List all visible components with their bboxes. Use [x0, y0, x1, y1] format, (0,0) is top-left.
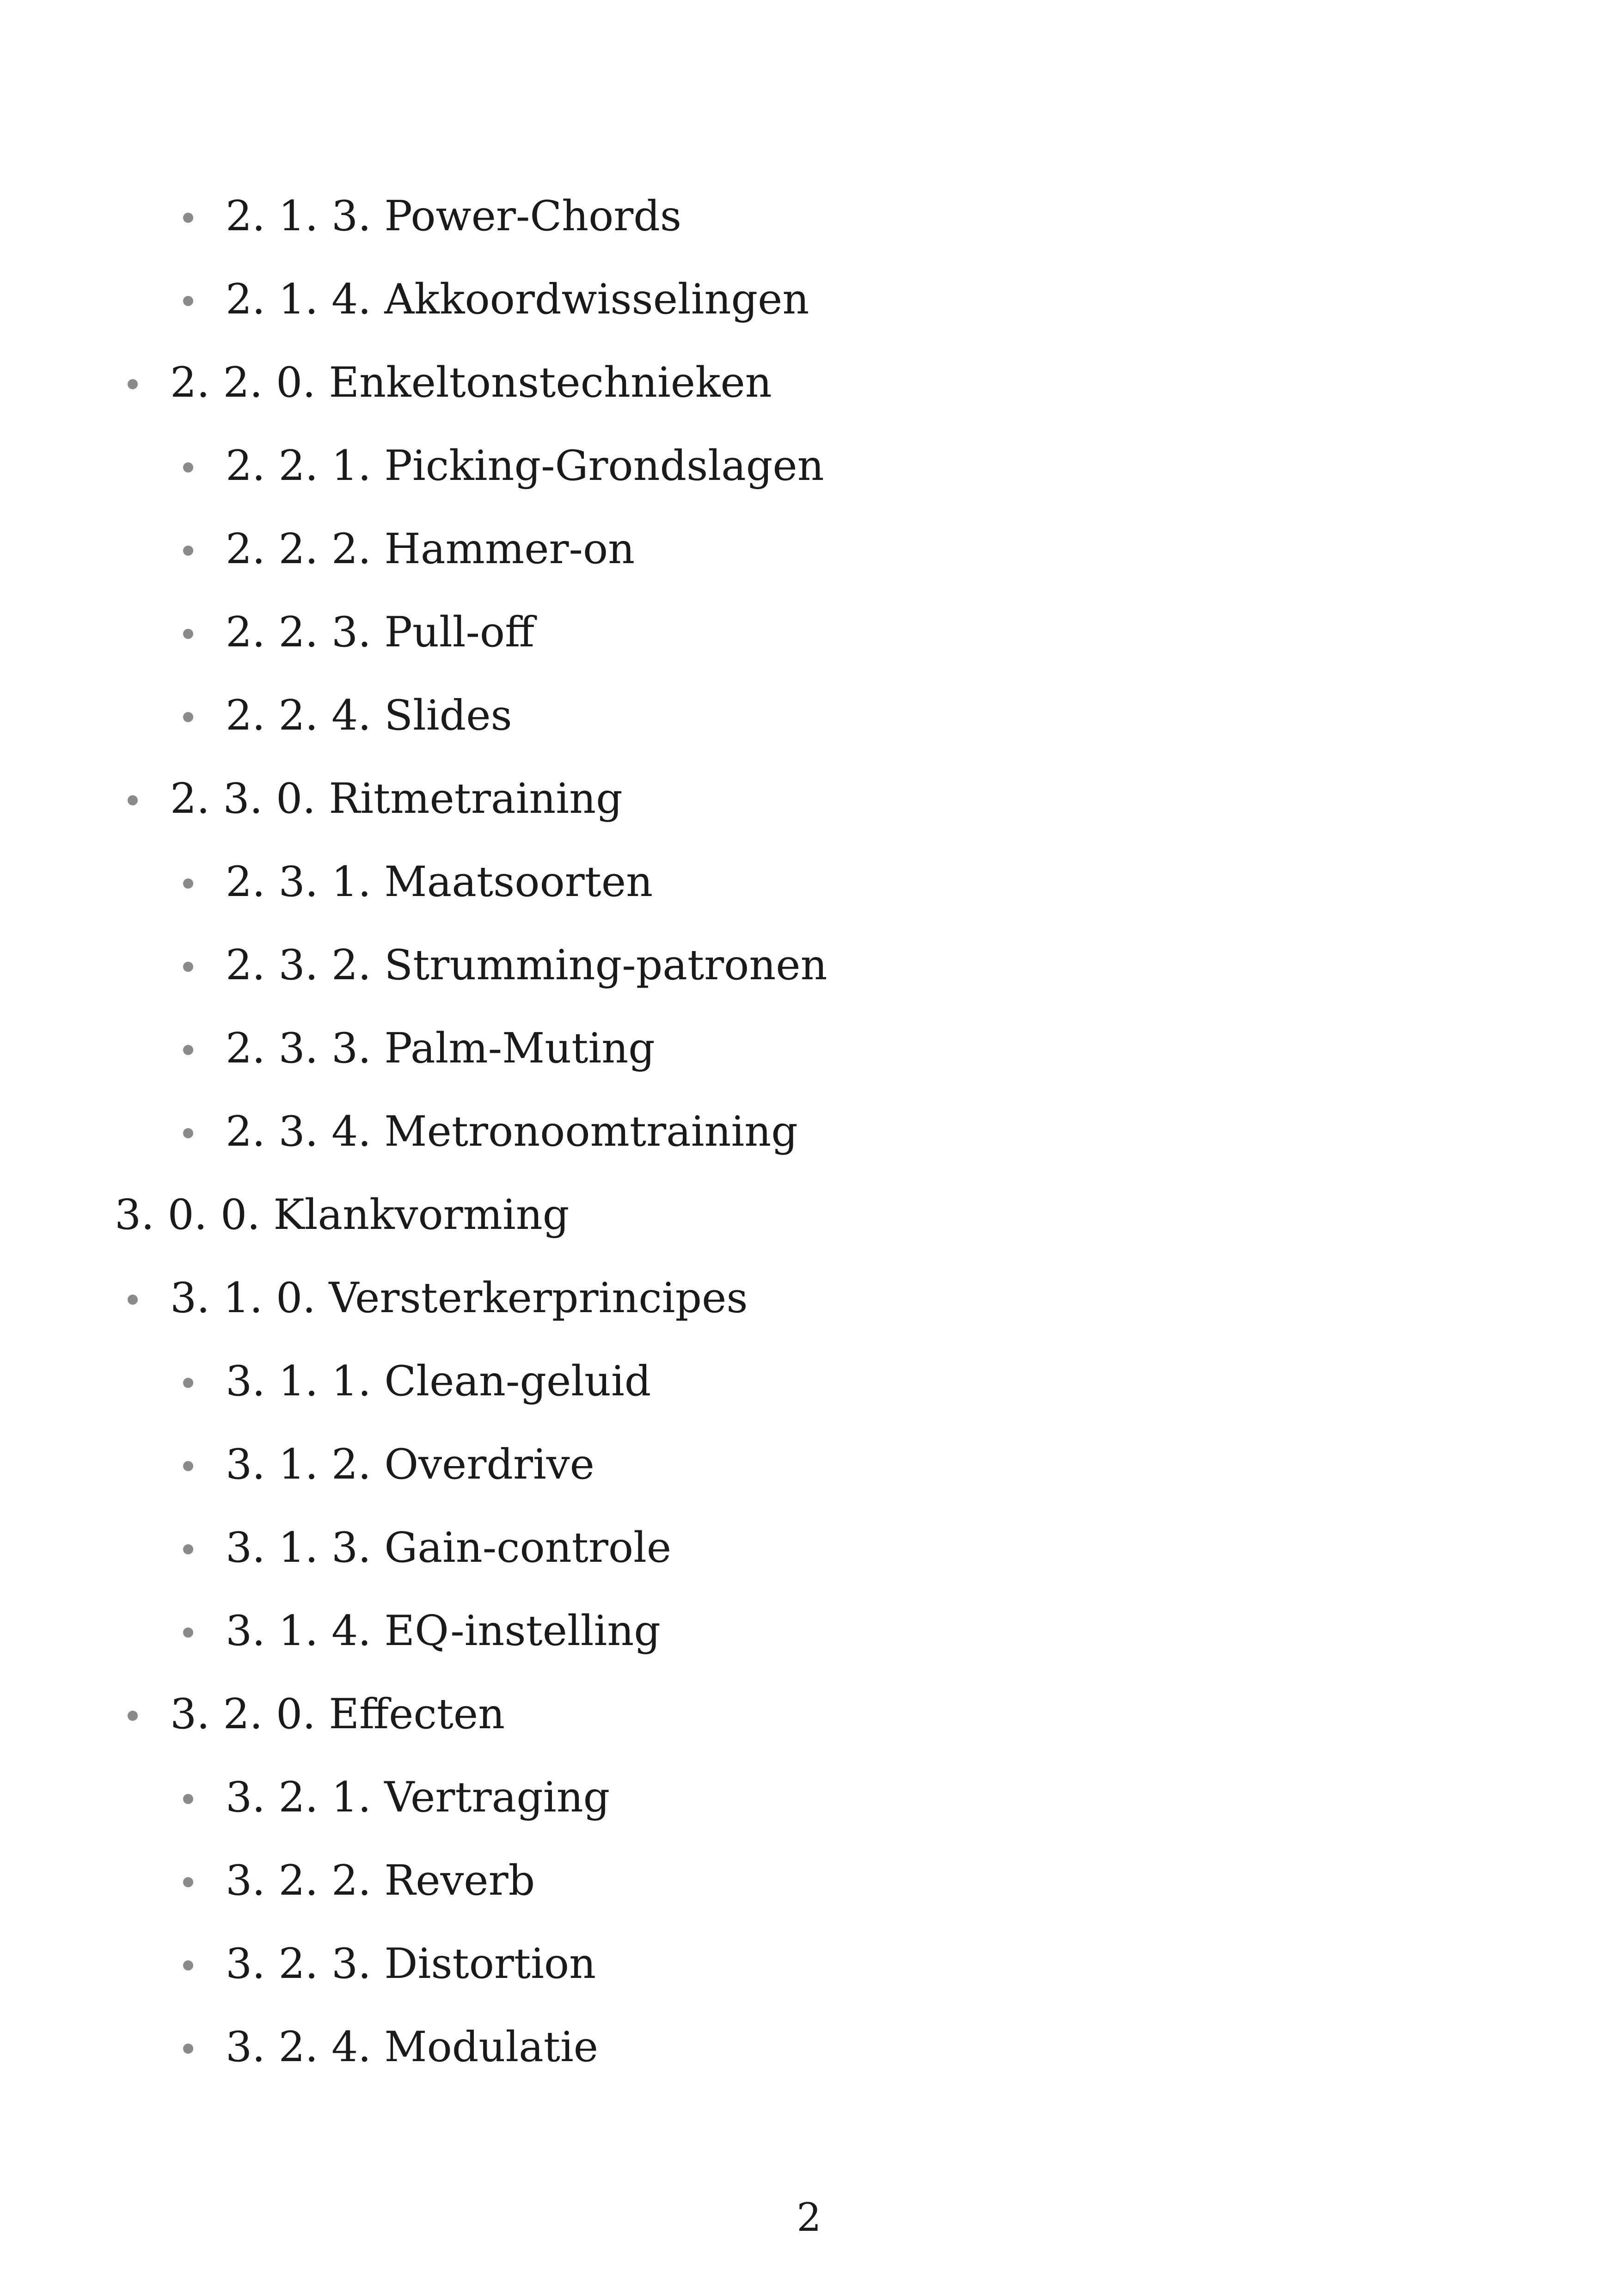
list-item-label: 2. 2. 2. Hammer-on [226, 525, 635, 573]
bullet-icon [183, 1794, 193, 1804]
bullet-icon [183, 1045, 193, 1055]
list-item-label: 2. 2. 1. Picking-Grondslagen [226, 442, 824, 490]
bullet-icon [183, 962, 193, 972]
list-item-label: 3. 2. 0. Effecten [170, 1690, 505, 1738]
bullet-icon [183, 1960, 193, 1971]
bullet-icon [183, 546, 193, 556]
list-item [0, 1423, 1618, 1506]
bullet-icon [183, 1544, 193, 1554]
list-item [0, 1756, 1618, 1839]
list-item-label: 3. 1. 3. Gain-controle [226, 1523, 672, 1572]
list-item-label: 3. 0. 0. Klankvorming [115, 1191, 570, 1239]
list-item-label: 2. 2. 3. Pull-off [226, 608, 535, 657]
list-item-label: 3. 2. 1. Vertraging [226, 1773, 610, 1822]
list-item-label: 2. 3. 2. Strumming-patronen [226, 941, 827, 989]
list-item-label: 3. 1. 1. Clean-geluid [226, 1357, 651, 1406]
list-item [0, 175, 1618, 258]
list-item-label: 3. 1. 0. Versterkerprincipes [170, 1274, 748, 1322]
list-item [0, 757, 1618, 841]
list-item-label: 2. 3. 0. Ritmetraining [170, 774, 623, 823]
list-item [0, 1590, 1618, 1673]
page-number: 2 [797, 2195, 821, 2240]
list-item-label: 2. 2. 4. Slides [226, 691, 512, 740]
bullet-icon [128, 1711, 138, 1721]
bullet-icon [183, 629, 193, 639]
bullet-icon [183, 712, 193, 722]
list-item [0, 674, 1618, 757]
list-item-label: 3. 2. 4. Modulatie [226, 2023, 599, 2071]
bullet-icon [128, 1295, 138, 1305]
bullet-icon [183, 296, 193, 306]
list-item-label: 3. 1. 2. Overdrive [226, 1440, 594, 1489]
list-item [0, 1506, 1618, 1590]
list-item [0, 508, 1618, 591]
table-of-contents [0, 175, 1618, 2089]
list-item-label: 3. 2. 3. Distortion [226, 1940, 596, 1988]
list-item [0, 591, 1618, 674]
list-item [0, 1173, 1618, 1257]
bullet-icon [128, 795, 138, 805]
bullet-icon [183, 1128, 193, 1138]
bullet-icon [183, 2044, 193, 2054]
bullet-icon [183, 213, 193, 223]
list-item [0, 341, 1618, 424]
list-item-label: 2. 2. 0. Enkeltonstechnieken [170, 358, 772, 407]
list-item [0, 924, 1618, 1007]
list-item [0, 258, 1618, 341]
list-item [0, 1090, 1618, 1173]
list-item-label: 2. 3. 1. Maatsoorten [226, 858, 653, 906]
list-item-label: 2. 3. 4. Metronoomtraining [226, 1107, 798, 1156]
bullet-icon [183, 1877, 193, 1887]
list-item [0, 2006, 1618, 2089]
bullet-icon [183, 1627, 193, 1638]
list-item [0, 1922, 1618, 2006]
bullet-icon [128, 379, 138, 389]
list-item-label: 3. 2. 2. Reverb [226, 1856, 535, 1905]
bullet-icon [183, 1378, 193, 1388]
bullet-icon [183, 462, 193, 473]
list-item [0, 1673, 1618, 1756]
list-item [0, 1007, 1618, 1090]
bullet-icon [183, 1461, 193, 1471]
list-item [0, 424, 1618, 508]
list-item [0, 1340, 1618, 1423]
list-item [0, 841, 1618, 924]
bullet-icon [183, 878, 193, 889]
list-item-label: 2. 3. 3. Palm-Muting [226, 1024, 655, 1073]
list-item-label: 2. 1. 3. Power-Chords [226, 192, 682, 240]
list-item [0, 1839, 1618, 1922]
list-item-label: 2. 1. 4. Akkoordwisselingen [226, 275, 809, 324]
list-item-label: 3. 1. 4. EQ-instelling [226, 1607, 661, 1655]
list-item [0, 1257, 1618, 1340]
